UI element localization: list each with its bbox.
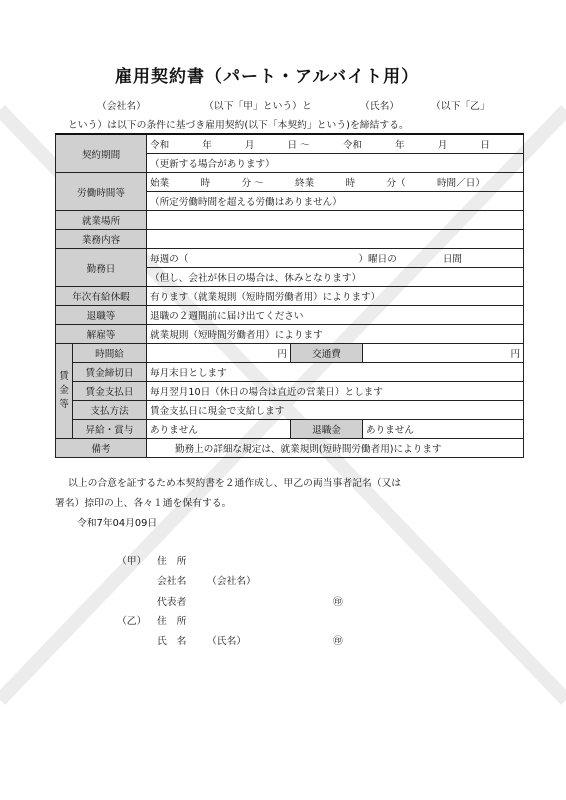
label-paid-leave: 年次有給休暇 xyxy=(56,287,147,306)
label-raise-bonus: 昇給・賞与 xyxy=(73,420,147,439)
label-pay-day: 賃金支払日 xyxy=(73,382,147,401)
remarks-value: 勤務上の詳細な規定は、就業規則(短時間労働者用)によります xyxy=(147,439,524,458)
resignation-value: 退職の２週間前に届け出てください xyxy=(147,306,524,325)
label-workplace: 就業場所 xyxy=(56,211,147,230)
label-dismissal: 解雇等 xyxy=(56,325,147,344)
working-hours-times: 始業 時 分 〜 終業 時 分（ 時間／日） xyxy=(147,173,524,192)
transport-allowance-value[interactable]: 円 xyxy=(363,344,524,363)
party-a-address-label: 住 所 xyxy=(157,556,187,567)
work-days-schedule: 毎週の（ ）曜日の 日間 xyxy=(147,249,524,268)
raise-bonus-value: ありません xyxy=(147,420,291,439)
label-retirement-allowance: 退職金 xyxy=(291,420,363,439)
payment-method-value: 賃金支払日に現金で支給します xyxy=(147,401,524,420)
paid-leave-value: 有ります（就業規則（短時間労働者用）によります） xyxy=(147,287,524,306)
party-b-seal-mark: ㊞ xyxy=(333,636,343,647)
party-b-name-value: （氏名） xyxy=(207,636,247,647)
party-b-name-label: 氏 名 xyxy=(157,636,187,647)
intro-company: （会社名） xyxy=(97,101,146,112)
closing-line1: 以上の合意を証するため本契約書を２通作成し、甲乙の両当事者記名（又は xyxy=(68,478,402,489)
intro-name: （氏名） xyxy=(360,101,400,112)
contract-period-note: （更新する場合があります） xyxy=(147,154,524,173)
contract-date: 令和7年04月09日 xyxy=(77,518,158,529)
hourly-wage-value[interactable]: 円 xyxy=(147,344,291,363)
label-remarks: 備考 xyxy=(56,439,147,458)
label-wage-cutoff: 賃金締切日 xyxy=(73,363,147,382)
party-a-company-label: 会社名 xyxy=(157,576,187,587)
party-a-company-value: （会社名） xyxy=(207,576,256,587)
party-a-representative-label: 代表者 xyxy=(157,597,187,608)
label-hourly-wage: 時間給 xyxy=(73,344,147,363)
retirement-allowance-value: ありません xyxy=(363,420,524,439)
label-working-hours: 労働時間等 xyxy=(56,173,147,211)
contract-period-dates: 令和 年 月 日 〜 令和 年 月 日 xyxy=(147,134,524,154)
intro-party-b: （以下「乙」 xyxy=(431,101,490,112)
label-job-description: 業務内容 xyxy=(56,230,147,249)
pay-day-value: 毎月翌月10日（休日の場合は直近の営業日）とします xyxy=(147,382,524,401)
label-transport-allowance: 交通費 xyxy=(291,344,363,363)
closing-line2: 署名）捺印の上、各々１通を保有する。 xyxy=(55,498,232,509)
work-days-note: （但し、会社が休日の場合は、休みとなります） xyxy=(147,268,524,287)
party-b-address-label: 住 所 xyxy=(157,616,187,627)
dismissal-value: 就業規則（短時間労働者用）によります xyxy=(147,325,524,344)
job-description-value[interactable] xyxy=(147,230,524,249)
label-wage-group: 賃金等 xyxy=(56,344,73,439)
party-a-seal-mark: ㊞ xyxy=(333,597,343,608)
wage-cutoff-value: 毎月末日とします xyxy=(147,363,524,382)
contract-table xyxy=(55,133,524,458)
working-hours-note: （所定労働時間を超える労働はありません） xyxy=(147,192,524,211)
label-payment-method: 支払方法 xyxy=(73,401,147,420)
party-a-label: （甲） xyxy=(117,556,147,567)
intro-line2: という）は以下の条件に基づき雇用契約(以下「本契約」という)を締結する。 xyxy=(68,120,409,131)
label-resignation: 退職等 xyxy=(56,306,147,325)
intro-party-a: （以下「甲」という）と xyxy=(204,101,312,112)
workplace-value[interactable] xyxy=(147,211,524,230)
party-b-label: （乙） xyxy=(117,616,147,627)
label-work-days: 勤務日 xyxy=(56,249,147,287)
label-contract-period: 契約期間 xyxy=(56,134,147,173)
document-title: 雇用契約書（パート・アルバイト用） xyxy=(115,67,420,87)
